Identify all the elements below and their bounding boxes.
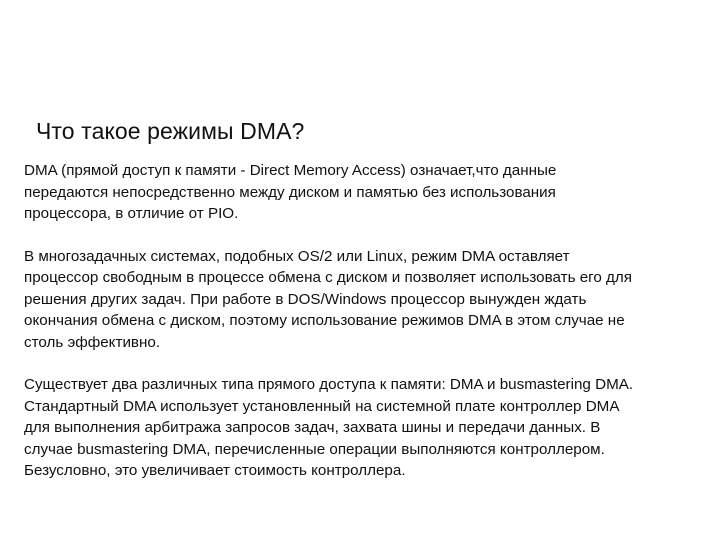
paragraph-dma-definition [24,160,694,225]
text-line: В многозадачных системах, подобных OS/2 или Linux, режим DMA оставляет [24,247,570,265]
text-line: Существует два различных типа прямого доступа к памяти: DMA и busmastering DMA. [24,376,634,393]
text-line: Безусловно, это увеличивает стоимость контроллера. [24,462,406,479]
text-line: Стандартный DMA использует установленный на системной плате контроллер DMA [24,397,620,415]
slide-body [24,160,694,503]
text-line: процессор свободным в процессе обмена с диском и позволяет использовать его для [24,269,632,286]
text-line: решения других задач. При работе в DOS/Windows процессор вынужден ждать [24,290,587,308]
text-line: DMA (прямой доступ к памяти - Direct Memory Access) означает,что данные [24,162,557,179]
text-line: окончания обмена с диском, поэтому использование режимов DMA в этом случае не [24,312,625,329]
text-line: случае busmastering DMA, перечисленные операции выполняются контроллером. [24,440,605,458]
text-line: передаются непосредственно между диском и памятью без использования [24,183,556,201]
text-line: для выполнения арбитража запросов задач, захвата шины и передачи данных. В [24,419,601,436]
slide-title: Что такое режимы DMA? [36,118,305,144]
paragraph-dma-types [24,374,694,482]
paragraph-multitasking [24,246,694,354]
text-line: процессора, в отличие от PIO. [24,205,239,222]
text-line: столь эффективно. [24,333,161,351]
